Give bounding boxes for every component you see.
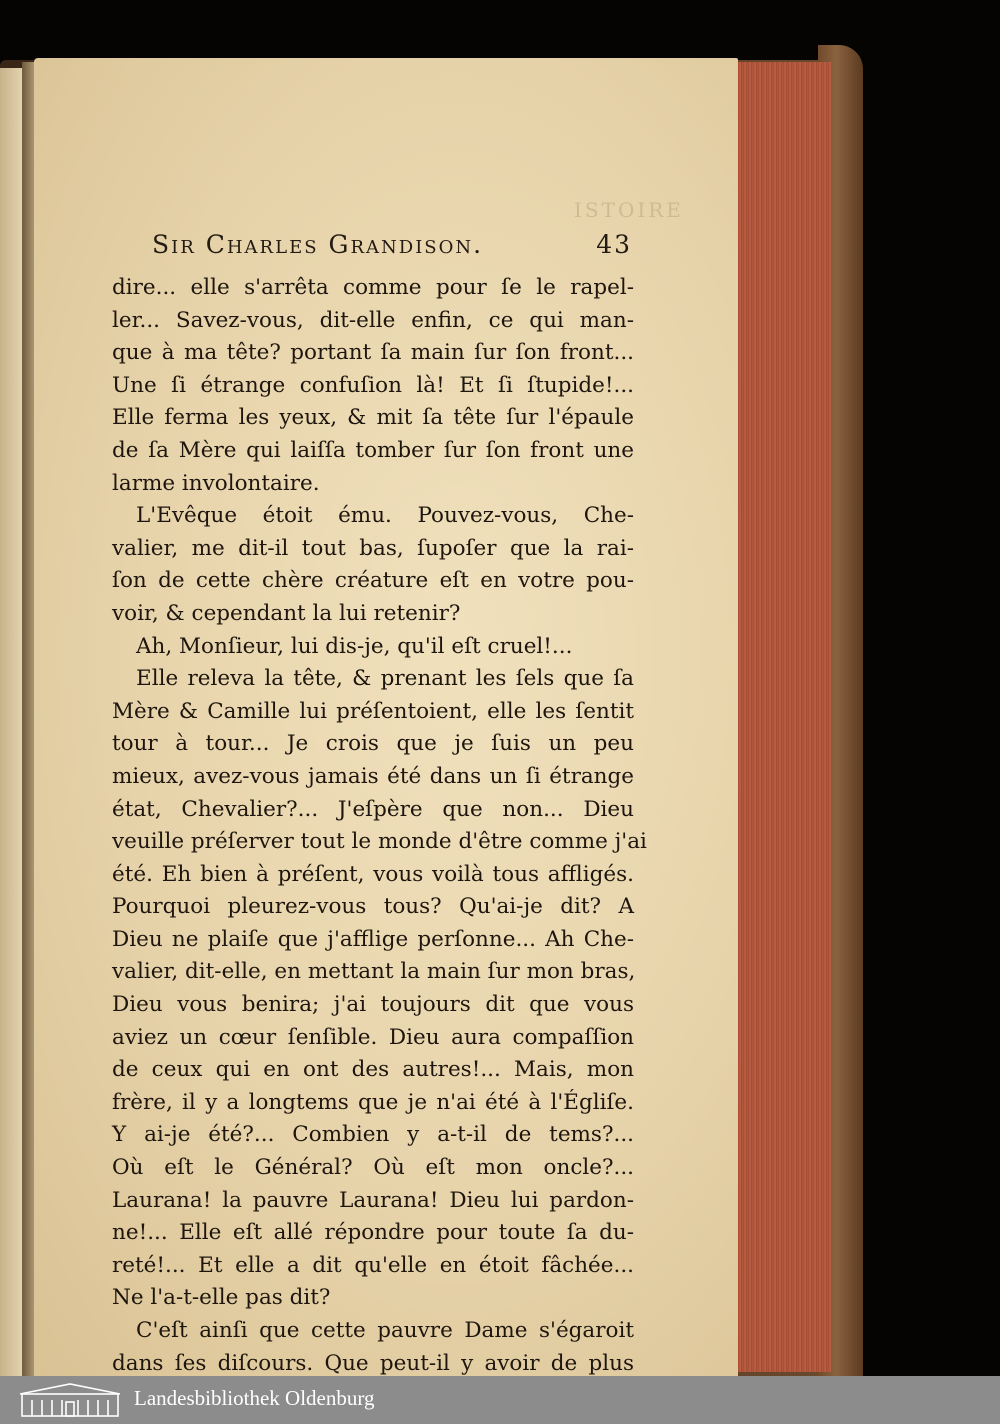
text-line: Ne l'a-t-elle pas dit?: [112, 1285, 331, 1311]
text-line: Elle ferma les yeux, & mit ſa tête ſur l'épaule: [112, 405, 634, 431]
text-line: mieux, avez-vous jamais été dans un ſi étrange: [112, 763, 634, 789]
text-line: valier, me dit-il tout bas, ſupoſer que la rai-: [112, 535, 634, 561]
page-header: [152, 230, 632, 266]
text-line: tour à tour... Je crois que je ſuis un peu: [112, 731, 634, 757]
library-name: Landesbibliothek Oldenburg: [134, 1386, 375, 1410]
text-line: ne!... Elle eſt allé répondre pour toute ſa du-: [112, 1220, 634, 1246]
text-line: dire... elle s'arrêta comme pour ſe le rapel-: [112, 275, 634, 300]
text-line: Y ai-je été?... Combien y a-t-il de tems?...: [112, 1122, 634, 1148]
text-line: veuille préſerver tout le monde d'être comme j'ai: [112, 829, 647, 855]
text-line: été. Eh bien à préſent, vous voilà tous affligés.: [112, 861, 634, 887]
text-line: dans ſes diſcours. Que peut-il y avoir de plus: [112, 1350, 634, 1376]
text-line: larme involontaire.: [112, 470, 320, 496]
page-number: 43: [596, 230, 632, 259]
text-line: ler... Savez-vous, dit-elle enfin, ce qui man-: [112, 307, 634, 333]
text-line: L'Evêque étoit ému. Pouvez-vous, Che-: [136, 503, 634, 529]
text-line: Ah, Monſieur, lui dis-je, qu'il eſt cruel!...: [136, 633, 573, 659]
text-line: Laurana! la pauvre Laurana! Dieu lui pardon-: [112, 1187, 634, 1213]
text-line: Où eſt le Général? Où eſt mon oncle?...: [112, 1155, 634, 1181]
text-line: ſon de cette chère créature eſt en votre pou-: [112, 568, 634, 594]
bleed-through-text: ISTOIRE: [574, 198, 684, 222]
text-line: de ceux qui en ont des autres!... Mais, mon: [112, 1057, 634, 1083]
text-line: Pourquoi pleurez-vous tous? Qu'ai-je dit? A: [112, 894, 634, 920]
text-line: Une ſi étrange confuſion là! Et ſi ſtupide!...: [112, 372, 634, 398]
library-building-icon: [18, 1382, 122, 1418]
text-line: Dieu ne plaiſe que j'afflige perſonne... Ah Che-: [112, 926, 634, 952]
text-line: Mère & Camille lui préſentoient, elle les ſentit: [112, 698, 634, 724]
text-line: de ſa Mère qui laiſſa tomber ſur ſon front une: [112, 437, 634, 463]
text-line: Elle releva la tête, & prenant les ſels que ſa: [136, 666, 634, 692]
text-line: frère, il y a longtems que je n'ai été à l'Égliſe.: [112, 1089, 634, 1115]
library-footer: [0, 1376, 1000, 1424]
running-head: Sir Charles Grandison.: [152, 230, 484, 259]
text-line: reté!... Et elle a dit qu'elle en étoit fâchée...: [112, 1252, 634, 1278]
book-page: [34, 58, 738, 1376]
text-line: aviez un cœur ſenſible. Dieu aura compaſſion: [112, 1024, 634, 1050]
text-line: que à ma tête? portant ſa main ſur ſon front...: [112, 340, 634, 366]
page-fore-edge: [735, 62, 832, 1372]
text-line: voir, & cependant la lui retenir?: [112, 600, 461, 626]
text-line: C'eſt ainſi que cette pauvre Dame s'égaroit: [136, 1318, 634, 1343]
text-line: valier, dit-elle, en mettant la main ſur mon bras,: [112, 959, 636, 985]
left-page-edge: [0, 68, 22, 1376]
text-line: état, Chevalier?... J'eſpère que non... Dieu: [112, 796, 634, 822]
text-line: Dieu vous benira; j'ai toujours dit que vous: [112, 992, 634, 1018]
page-text: [112, 272, 647, 1413]
